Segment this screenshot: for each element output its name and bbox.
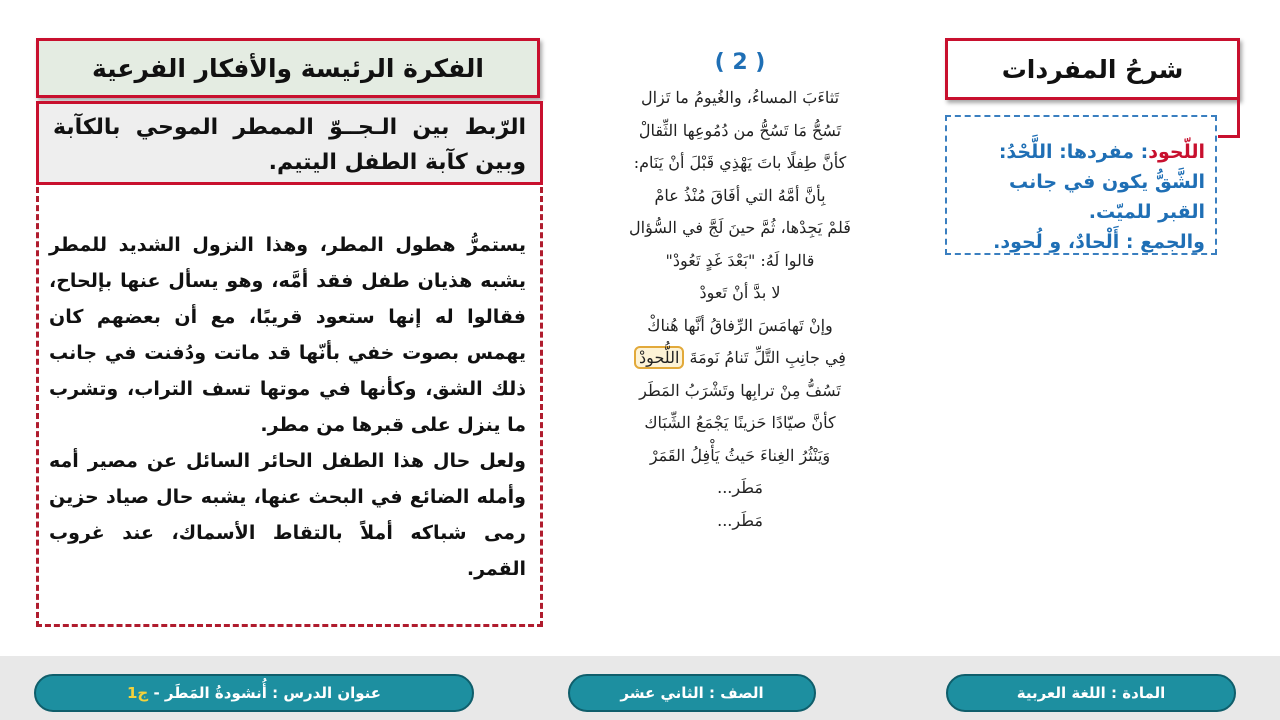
poem-line-text: فِي جانِبِ التَّلِّ تَنامُ نَومَةَ [689, 348, 846, 367]
vocab-word: اللّحود [1148, 141, 1205, 163]
lesson-title-pill[interactable] [34, 674, 474, 712]
stanza-number: ( 2 ) [714, 50, 766, 75]
vocab-definition: : مفردها: اللَّحْدُ: الشَّقُّ يكون في جانب القبر للميّت. [998, 141, 1205, 223]
explanation-box [36, 187, 543, 627]
poem-line-highlighted [590, 342, 890, 375]
poem-line: وَيَنْثُرُ الغِناءَ حَيثُ يَأْفِلُ القَمَرْ [649, 445, 831, 465]
poem-line: كأنَّ طِفلًا باتَ يَهْذِي قَبْلَ أنْ يَنَام: [633, 153, 847, 172]
poem-line: مَطَر... [717, 510, 763, 530]
vocab-definition-box [945, 115, 1217, 255]
poem-line: فَلمْ يَجِدْها، ثُمَّ حينَ لَجَّ في السُّؤال [629, 218, 851, 237]
highlighted-word[interactable]: اللُّحودْ [634, 346, 684, 369]
vocab-plural: والجمع : أَلْحادٌ، و لُحود. [993, 231, 1205, 253]
main-idea-text: الرّبط بين الـجــوّ الممطر الموحي بالكآبة وبين كآبة الطفل اليتيم. [36, 101, 543, 185]
vocab-title: شرحُ المفردات [945, 38, 1240, 100]
lesson-title: عنوان الدرس : أُنشودةُ المَطَر - [153, 684, 382, 702]
main-idea-title: الفكرة الرئيسة والأفكار الفرعية [36, 38, 540, 98]
poem-line: تَسُفُّ مِنْ ترابِها وتَشْرَبُ المَطَر [639, 380, 841, 400]
poem-line: لا بدَّ أنْ تَعودْ [699, 283, 781, 302]
poem-line: بِأنَّ أمَّهُ التي أفَاقَ مُنْذُ عامْ [654, 185, 826, 205]
explanation-paragraph-1: يستمرُّ هطول المطر، وهذا النزول الشديد للمطر يشبه هذيان طفل فقد أمَّه، وهو يسأل عنها بإلحاح، فقالوا له إنها ستعود قريبًا، مع أن بعضهم كان يهمس بصوت خفي بأنّها قد ماتت ودُفنت في جانب ذلك الشق، وكأنها في موتها تسف التراب، وتشرب ما ينزل على قبرها من مطر. [49, 234, 526, 436]
grade-pill[interactable]: الصف : الثاني عشر [568, 674, 816, 712]
lesson-part: ج1 [126, 684, 149, 702]
subject-pill[interactable]: المادة : اللغة العربية [946, 674, 1236, 712]
poem-stanza [590, 82, 890, 537]
poem-line: وإنْ تَهامَسَ الرِّفاقُ أنَّها هُناكْ [647, 315, 833, 335]
poem-line: تَسُحُّ مَا تَسُحُّ من دُمُوعِها الثِّقالْ [638, 120, 842, 140]
poem-line: قالوا لَهُ: "بَعْدَ غَدٍ تَعُودْ" [665, 250, 815, 270]
poem-line: مَطَر... [717, 478, 763, 497]
poem-line: كأنَّ صيّادًا حَزينًا يَجْمَعُ الشِّبَاك [644, 413, 836, 432]
poem-line: تَثاءَبَ المساءُ، والغُيومُ ما تَزال [640, 88, 840, 107]
vocab-connector [1218, 98, 1240, 138]
explanation-paragraph-2: ولعل حال هذا الطفل الحائر السائل عن مصير أمه وأمله الضائع في البحث عنها، يشبه حال صياد حزين رمى شباكه أملاً بالتقاط الأسماك، عند غروب القمر. [49, 450, 526, 580]
